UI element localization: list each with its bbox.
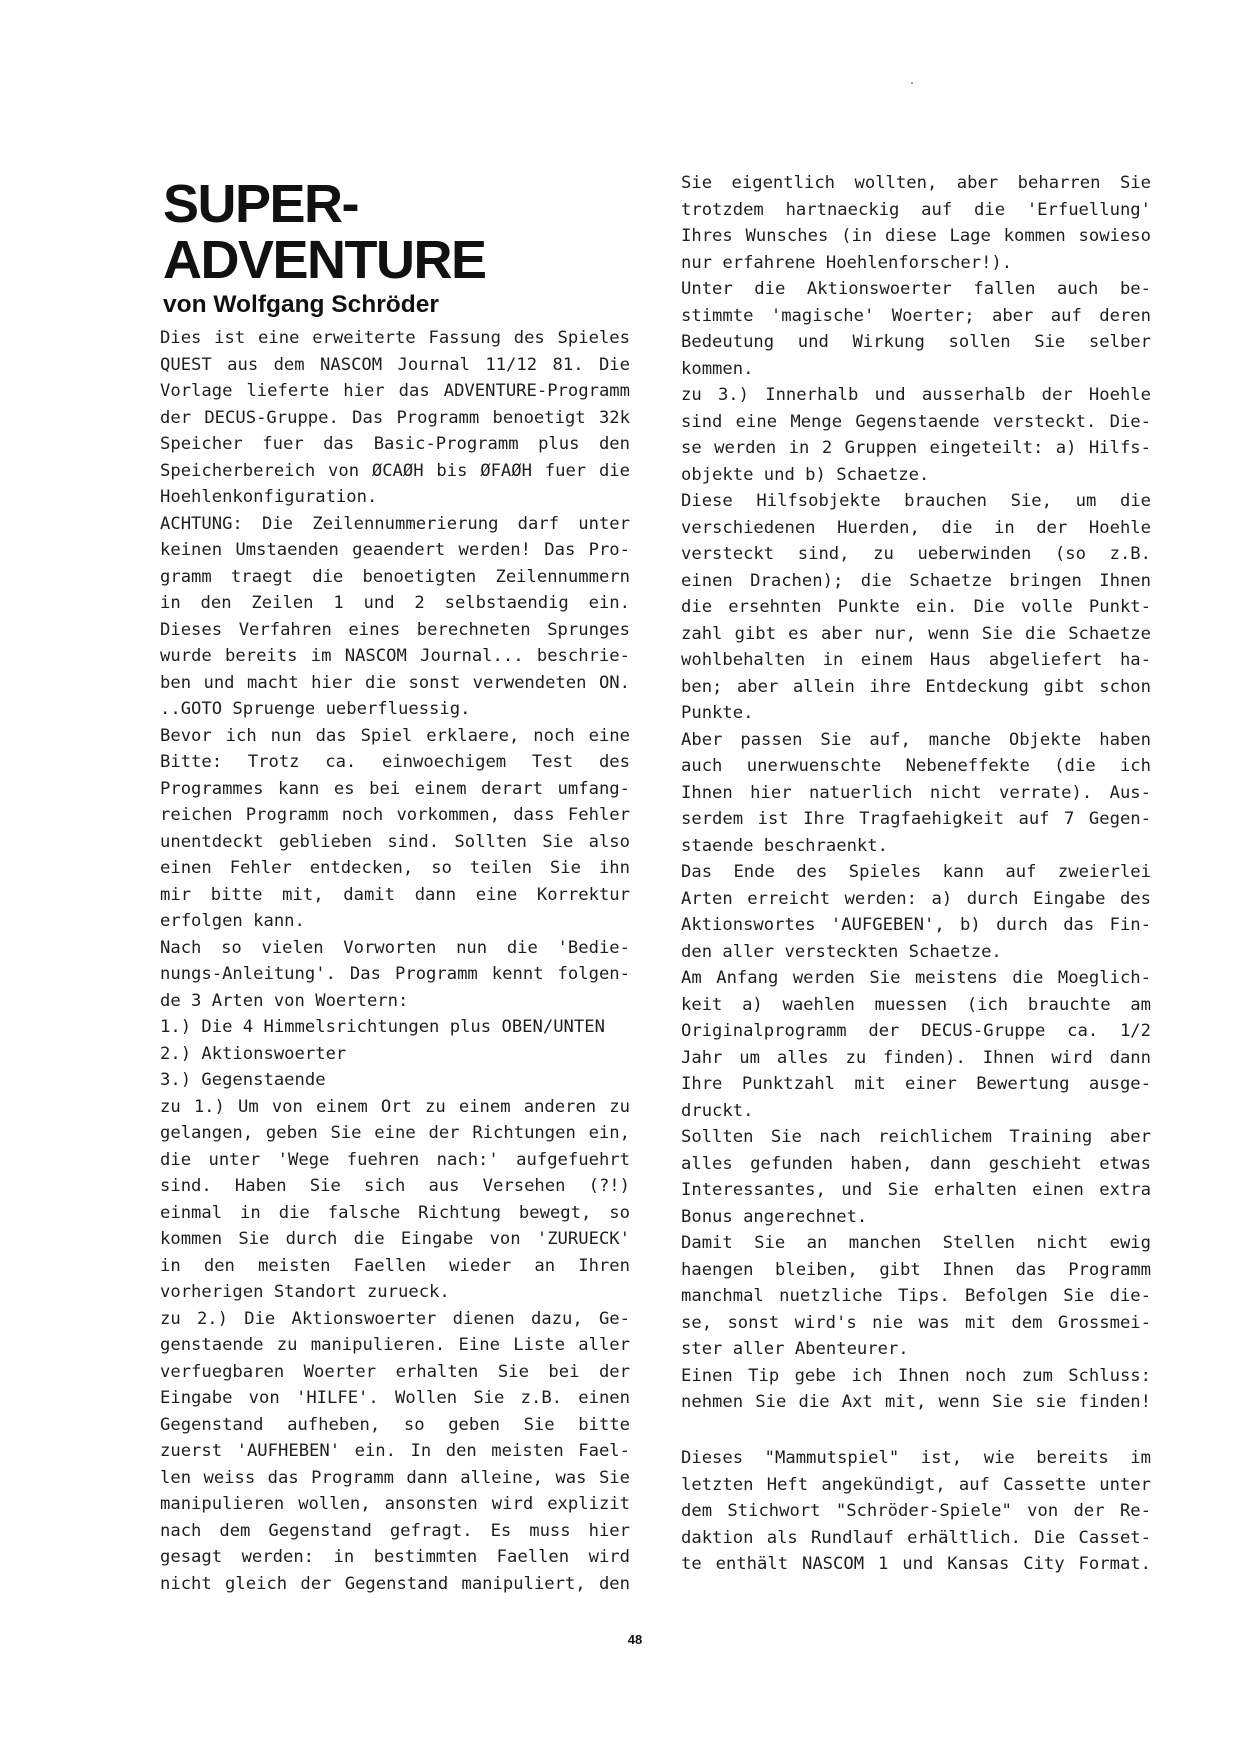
text-line: vorherigen Standort zurueck. bbox=[160, 1282, 450, 1302]
note-line: te enthält NASCOM 1 und Kansas City Format. bbox=[681, 1554, 1151, 1574]
text-line: Sie eigentlich wollten, aber beharren Sie bbox=[681, 173, 1151, 193]
text-line: Jahr um alles zu finden). Ihnen wird dann bbox=[681, 1047, 1151, 1068]
text-line: nungs-Anleitung'. Das Programm kennt folgen- bbox=[160, 964, 630, 984]
text-line: Nach so vielen Vorworten nun die 'Bedie- bbox=[160, 937, 630, 958]
text-line: kommen. bbox=[681, 358, 754, 379]
article-author: von Wolfgang Schröder bbox=[163, 291, 439, 318]
text-line: Interessantes, und Sie erhalten einen extra bbox=[681, 1180, 1151, 1200]
text-line: Hoehlenkonfiguration. bbox=[160, 487, 378, 507]
note-line: Dieses "Mammutspiel" ist, wie bereits im bbox=[681, 1448, 1151, 1468]
text-line: zuerst 'AUFHEBEN' ein. In den meisten Fael- bbox=[160, 1441, 630, 1461]
text-line: sind. Haben Sie sich aus Versehen (?!) bbox=[160, 1176, 630, 1196]
text-line: Vorlage lieferte hier das ADVENTURE-Programm bbox=[160, 381, 630, 401]
text-line: gelangen, geben Sie eine der Richtungen ein, bbox=[160, 1123, 630, 1143]
text-line: nehmen Sie die Axt mit, wenn Sie sie finden! bbox=[681, 1392, 1151, 1412]
text-line: Gegenstand aufheben, so geben Sie bitte bbox=[160, 1414, 630, 1435]
right-text-column bbox=[681, 170, 1151, 1416]
text-line: se werden in 2 Gruppen eingeteilt: a) Hilfs- bbox=[681, 438, 1151, 458]
text-line: ..GOTO Spruenge ueberfluessig. bbox=[160, 699, 471, 719]
text-line: QUEST aus dem NASCOM Journal 11/12 81. Die bbox=[160, 354, 630, 375]
text-line: zahl gibt es aber nur, wenn Sie die Schaetze bbox=[681, 623, 1151, 644]
text-line: Aber passen Sie auf, manche Objekte haben bbox=[681, 729, 1151, 750]
text-line: alles gefunden haben, dann geschieht etwas bbox=[681, 1153, 1151, 1174]
text-line: Diese Hilfsobjekte brauchen Sie, um die bbox=[681, 491, 1151, 511]
text-line: unentdeckt geblieben sind. Sollten Sie also bbox=[160, 831, 630, 852]
note-line: letzten Heft angekündigt, auf Cassette unter bbox=[681, 1474, 1151, 1495]
text-line: Einen Tip gebe ich Ihnen noch zum Schluss: bbox=[681, 1365, 1151, 1386]
text-line: haengen bleiben, gibt Ihnen das Programm bbox=[681, 1259, 1151, 1280]
text-line: Ihres Wunsches (in diese Lage kommen sowieso bbox=[681, 226, 1151, 246]
text-line: de 3 Arten von Woertern: bbox=[160, 990, 409, 1011]
text-line: auch unerwuenschte Nebeneffekte (die ich bbox=[681, 756, 1151, 776]
text-line: Bevor ich nun das Spiel erklaere, noch eine bbox=[160, 725, 630, 746]
text-line: ben; aber allein ihre Entdeckung gibt schon bbox=[681, 676, 1151, 697]
text-line: sind eine Menge Gegenstaende versteckt. Die- bbox=[681, 411, 1151, 432]
text-line: druckt. bbox=[681, 1100, 754, 1121]
text-line: Programmes kann es bei einem derart umfang- bbox=[160, 778, 630, 799]
text-line: nach dem Gegenstand gefragt. Es muss hier bbox=[160, 1520, 630, 1541]
text-line: Sollten Sie nach reichlichem Training aber bbox=[681, 1127, 1151, 1147]
text-line: mir bitte mit, damit dann eine Korrektur bbox=[160, 884, 630, 905]
text-line: verfuegbaren Woerter erhalten Sie bei der bbox=[160, 1361, 630, 1382]
text-line: den aller versteckten Schaetze. bbox=[681, 941, 1002, 962]
title-line-1: SUPER- bbox=[163, 174, 359, 234]
text-line: Das Ende des Spieles kann auf zweierlei bbox=[681, 862, 1151, 882]
text-line: nicht gleich der Gegenstand manipuliert, den bbox=[160, 1573, 630, 1594]
text-line: kommen Sie durch die Eingabe von 'ZURUECK' bbox=[160, 1229, 630, 1249]
text-line: erfolgen kann. bbox=[160, 911, 305, 931]
text-line: objekte und b) Schaetze. bbox=[681, 464, 930, 485]
text-line: Bitte: Trotz ca. einwoechigem Test des bbox=[160, 752, 630, 772]
text-line: Am Anfang werden Sie meistens die Moeglich- bbox=[681, 968, 1151, 988]
text-line: genstaende zu manipulieren. Eine Liste aller bbox=[160, 1335, 630, 1355]
text-line: in den Zeilen 1 und 2 selbstaendig ein. bbox=[160, 593, 630, 613]
text-line: zu 3.) Innerhalb und ausserhalb der Hoehle bbox=[681, 385, 1151, 405]
text-line: Bonus angerechnet. bbox=[681, 1206, 868, 1227]
text-line: reichen Programm noch vorkommen, dass Fehler bbox=[160, 805, 630, 825]
text-line: Punkte. bbox=[681, 703, 754, 723]
left-text-column bbox=[160, 325, 630, 1597]
text-line: Aktionswortes 'AUFGEBEN', b) durch das Fin- bbox=[681, 915, 1151, 935]
text-line: trotzdem hartnaeckig auf die 'Erfuellung' bbox=[681, 199, 1151, 220]
text-line: Eingabe von 'HILFE'. Wollen Sie z.B. einen bbox=[160, 1388, 630, 1408]
text-line: zu 1.) Um von einem Ort zu einem anderen zu bbox=[160, 1096, 630, 1117]
text-line: staende beschraenkt. bbox=[681, 835, 888, 856]
text-line: Dies ist eine erweiterte Fassung des Spieles bbox=[160, 328, 630, 348]
text-line: keit a) waehlen muessen (ich brauchte am bbox=[681, 994, 1151, 1015]
text-line: len weiss das Programm dann alleine, was Sie bbox=[160, 1467, 630, 1488]
text-line: Originalprogramm der DECUS-Gruppe ca. 1/2 bbox=[681, 1021, 1151, 1041]
text-line: se, sonst wird's nie was mit dem Grossmei- bbox=[681, 1312, 1151, 1333]
text-line: 1.) Die 4 Himmelsrichtungen plus OBEN/UNTEN bbox=[160, 1017, 605, 1037]
text-line: serdem ist Ihre Tragfaehigkeit auf 7 Gegen- bbox=[681, 809, 1151, 829]
text-line: die unter 'Wege fuehren nach:' aufgefuehrt bbox=[160, 1149, 630, 1170]
text-line: einen Drachen); die Schaetze bringen Ihnen bbox=[681, 570, 1151, 591]
text-line: nur erfahrene Hoehlenforscher!). bbox=[681, 252, 1013, 273]
text-line: Speicher fuer das Basic-Programm plus den bbox=[160, 434, 630, 454]
text-line: gramm traegt die benoetigten Zeilennummern bbox=[160, 566, 630, 587]
text-line: wohlbehalten in einem Haus abgeliefert ha- bbox=[681, 650, 1151, 670]
text-line: der DECUS-Gruppe. Das Programm benoetigt 32k bbox=[160, 407, 630, 428]
text-line: versteckt sind, zu ueberwinden (so z.B. bbox=[681, 544, 1151, 564]
text-line: gesagt werden: in bestimmten Faellen wird bbox=[160, 1547, 630, 1567]
text-line: manipulieren wollen, ansonsten wird explizit bbox=[160, 1494, 630, 1514]
text-line: ACHTUNG: Die Zeilennummerierung darf unter bbox=[160, 513, 630, 534]
note-line: daktion als Rundlauf erhältlich. Die Casset- bbox=[681, 1527, 1151, 1548]
note-line: dem Stichwort "Schröder-Spiele" von der Re- bbox=[681, 1501, 1151, 1521]
text-line: Unter die Aktionswoerter fallen auch be- bbox=[681, 279, 1151, 299]
text-line: zu 2.) Die Aktionswoerter dienen dazu, Ge- bbox=[160, 1308, 630, 1329]
text-line: keinen Umstaenden geaendert werden! Das Pro- bbox=[160, 540, 630, 560]
text-line: die ersehnten Punkte ein. Die volle Punkt- bbox=[681, 597, 1151, 617]
text-line: Dieses Verfahren eines berechneten Sprunges bbox=[160, 619, 630, 640]
cassette-note bbox=[681, 1445, 1151, 1578]
text-line: Bedeutung und Wirkung sollen Sie selber bbox=[681, 332, 1151, 352]
text-line: Arten erreicht werden: a) durch Eingabe des bbox=[681, 888, 1151, 909]
text-line: einen Fehler entdecken, so teilen Sie ihn bbox=[160, 858, 630, 878]
text-line: in den meisten Faellen wieder an Ihren bbox=[160, 1255, 630, 1276]
text-line: manchmal nuetzliche Tips. Befolgen Sie die- bbox=[681, 1286, 1151, 1306]
text-line: stimmte 'magische' Woerter; aber auf deren bbox=[681, 305, 1151, 326]
page-number: 48 bbox=[627, 1632, 643, 1647]
text-line: einmal in die falsche Richtung bewegt, so bbox=[160, 1202, 630, 1223]
text-line: 2.) Aktionswoerter bbox=[160, 1043, 347, 1064]
article-title bbox=[163, 176, 486, 288]
scan-speck bbox=[911, 82, 913, 84]
text-line: ben und macht hier die sonst verwendeten ON. bbox=[160, 672, 630, 693]
text-line: 3.) Gegenstaende bbox=[160, 1070, 326, 1090]
text-line: Ihnen hier natuerlich nicht verrate). Aus- bbox=[681, 782, 1151, 803]
text-line: verschiedenen Huerden, die in der Hoehle bbox=[681, 517, 1151, 538]
text-line: Speicherbereich von ØCAØH bis ØFAØH fuer die bbox=[160, 460, 630, 481]
text-line: Ihre Punktzahl mit einer Bewertung ausge- bbox=[681, 1074, 1151, 1094]
text-line: ster aller Abenteurer. bbox=[681, 1339, 909, 1359]
title-line-2: ADVENTURE bbox=[163, 230, 486, 290]
text-line: Damit Sie an manchen Stellen nicht ewig bbox=[681, 1233, 1151, 1253]
text-line: wurde bereits im NASCOM Journal... beschrie- bbox=[160, 646, 630, 666]
